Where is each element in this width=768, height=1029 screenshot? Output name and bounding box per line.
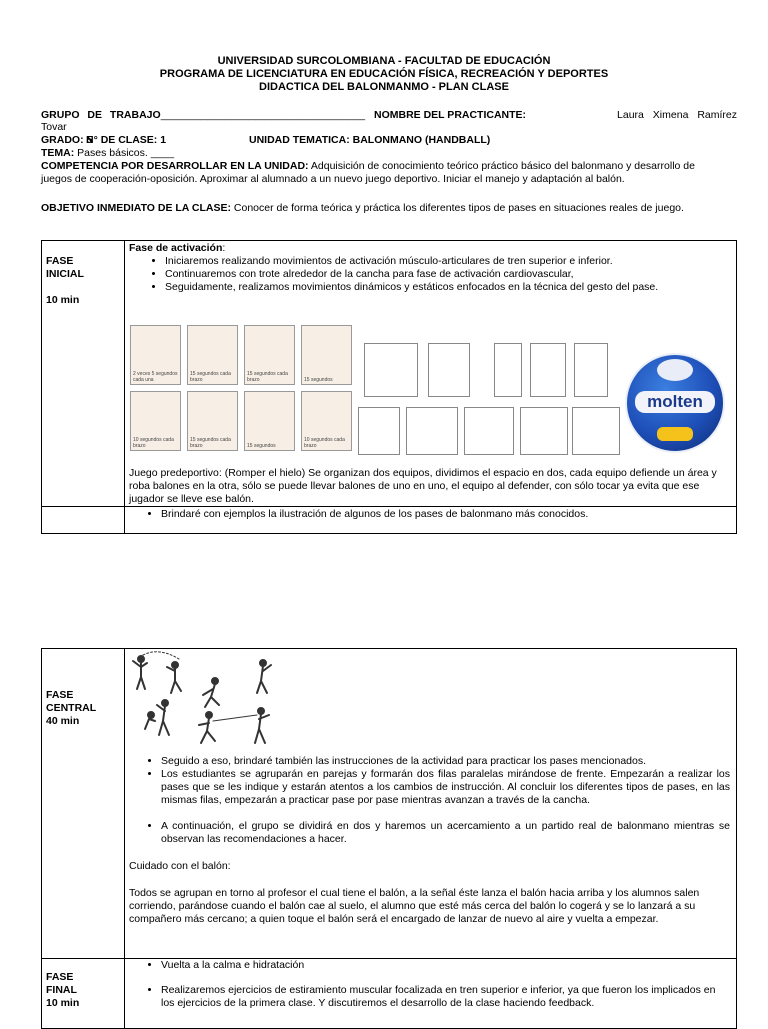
fase-final-label-cell bbox=[42, 959, 125, 1029]
list-item: • Los estudiantes se agruparán en parejas y formarán dos filas paralelas mirándose de frente. Empezarán a realizar los pases que se les indique y estarán atentos a los cambios de instrucción. Al concluir los diferentes tipos de pases, en las mismas filas, empezarán a practicar pase por pase mientras avanzan a través de la cancha. bbox=[161, 768, 730, 807]
stretch-image-2: 15 segundos cada brazo bbox=[187, 325, 238, 385]
fase-inicial-bullets-2 bbox=[125, 508, 736, 521]
stretch-diagram bbox=[358, 407, 400, 455]
fase-inicial-empty-cell bbox=[42, 507, 125, 534]
grado: GRADO: 5 bbox=[41, 134, 93, 146]
stretch-image-1: 2 veces 5 segundos cada una bbox=[130, 325, 181, 385]
practicante-name: Laura Ximena Ramírez bbox=[617, 109, 737, 121]
tema-row bbox=[41, 147, 727, 160]
stretch-image-6: 15 segundos cada brazo bbox=[187, 391, 238, 451]
fase-final-label-1: FASE bbox=[46, 971, 74, 983]
grupo-label: GRUPO DE TRABAJO bbox=[41, 109, 161, 121]
list-item: • Seguido a eso, brindaré también las instrucciones de la actividad para practicar los pases mencionados. bbox=[161, 755, 730, 768]
stretch-diagram bbox=[464, 407, 514, 455]
list-item: • Continuaremos con trote alrededor de la cancha para fase de activación cardiovascular, bbox=[165, 268, 732, 281]
fase-inicial-row2 bbox=[125, 507, 737, 534]
grado-row bbox=[41, 134, 727, 147]
competencia-text: Adquisición de conocimiento teórico práctico básico del balonmano y desarrollo de juegos de cooperación-oposición. Aproximar al alumnado a un nuevo juego deportivo. Iniciar el manejo y adaptación al balón. bbox=[41, 160, 695, 185]
tabla-fase-inicial bbox=[41, 240, 737, 534]
header-line-2: PROGRAMA DE LICENCIATURA EN EDUCACIÓN FÍSICA, RECREACIÓN Y DEPORTES bbox=[159, 68, 609, 80]
fase-activacion-title: Fase de activación bbox=[129, 242, 223, 254]
objetivo-label: OBJETIVO INMEDIATO DE LA CLASE: bbox=[41, 202, 231, 214]
fase-activacion-colon: : bbox=[222, 242, 226, 254]
fase-inicial-time: 10 min bbox=[46, 294, 80, 306]
stretch-diagram bbox=[494, 343, 522, 397]
fase-final-bullets bbox=[125, 959, 736, 1010]
practicante-label: NOMBRE DEL PRACTICANTE: bbox=[374, 109, 527, 121]
practicante-name-cont: Tovar bbox=[41, 121, 67, 133]
list-item: • Seguidamente, realizamos movimientos dinámicos y estáticos enfocados en la técnica del gesto del pase. bbox=[165, 281, 732, 294]
cuidado-text: Todos se agrupan en torno al profesor el cual tiene el balón, a la señal éste lanza el balón hacia arriba y los alumnos salen corriendo, parándose cuando el balón cae al suelo, el alumno que esté más cerca del balón lo cogerá y se lo lanzará a su compañero más cercano; a quien toque el balón será el encargado de lanzar de nuevo al aire y vuelta a empezar. bbox=[129, 887, 700, 925]
fase-inicial-bullets bbox=[129, 255, 732, 294]
list-item: • Realizaremos ejercicios de estiramiento muscular focalizada en tren superior e inferior, ya que fueron los implicados en los ejercicios de la primera clase. Y discutiremos el desarrollo de la clase haciendo feedback. bbox=[161, 984, 728, 1010]
header-line-1: UNIVERSIDAD SURCOLOMBIANA - FACULTAD DE EDUCACIÓN bbox=[217, 55, 551, 67]
stretch-image-3: 15 segundos cada brazo bbox=[244, 325, 295, 385]
fase-final-content bbox=[125, 959, 737, 1029]
passing-players-image bbox=[129, 651, 277, 751]
ball-brand: molten bbox=[647, 392, 703, 411]
passing-illustration bbox=[129, 651, 277, 751]
stretch-diagram bbox=[364, 343, 418, 397]
competencia-label: COMPETENCIA POR DESARROLLAR EN LA UNIDAD: bbox=[41, 160, 309, 172]
tabla-fase-central bbox=[41, 648, 737, 1029]
list-item: • Vuelta a la calma e hidratación bbox=[161, 959, 728, 972]
stretch-image-5: 10 segundos cada brazo bbox=[130, 391, 181, 451]
stretch-diagram bbox=[530, 343, 566, 397]
competencia bbox=[41, 160, 727, 186]
tema-blank: ____ bbox=[150, 147, 175, 159]
stretch-diagram bbox=[428, 343, 470, 397]
stretch-diagrams bbox=[364, 343, 618, 453]
stretching-images bbox=[130, 325, 358, 457]
objetivo-text: Conocer de forma teórica y práctica los diferentes tipos de pases en situaciones reales de juego. bbox=[233, 202, 684, 214]
fase-central-bullets bbox=[125, 755, 736, 846]
fase-inicial-label-2: INICIAL bbox=[46, 268, 84, 280]
objetivo bbox=[41, 202, 727, 215]
unidad-tematica: UNIDAD TEMATICA: BALONMANO (HANDBALL) bbox=[249, 134, 491, 146]
fase-final-time: 10 min bbox=[46, 997, 80, 1009]
tema-value: Pases básicos. bbox=[77, 147, 148, 159]
fase-central-content bbox=[125, 649, 737, 959]
fase-inicial-content bbox=[125, 241, 737, 507]
list-item: • A continuación, el grupo se dividirá en dos y haremos un acercamiento a un partido real de balonmano mientras se observan las recomendaciones a hacer. bbox=[161, 820, 730, 846]
stretch-diagram bbox=[574, 343, 608, 397]
stretch-image-7: 15 segundos bbox=[244, 391, 295, 451]
tema-label: TEMA: bbox=[41, 147, 75, 159]
grupo-blank: ___________________________________ bbox=[160, 109, 366, 121]
stretch-image-8: 10 segundos cada brazo bbox=[301, 391, 352, 451]
stretch-diagram bbox=[406, 407, 458, 455]
fase-central-label-1: FASE bbox=[46, 689, 74, 701]
juego-predeportivo: Juego predeportivo: (Romper el hielo) Se organizan dos equipos, dividimos el espacio en dos, cada equipo defiende un área y roba balones en la otra, sólo se puede llevar balones de uno en uno, el equipo al defender, con sólo tocar ya evita que ese jugador se lleve ese balón. bbox=[129, 467, 717, 505]
fase-central-label-cell bbox=[42, 649, 125, 959]
fase-inicial-label-1: FASE bbox=[46, 255, 74, 267]
list-item: • Iniciaremos realizando movimientos de activación músculo-articulares de tren superior e inferior. bbox=[165, 255, 732, 268]
header-line-3: DIDACTICA DEL BALONMANMO - PLAN CLASE bbox=[259, 81, 509, 93]
stretch-diagram bbox=[572, 407, 620, 455]
list-item: • Brindaré con ejemplos la ilustración de algunos de los pases de balonmano más conocidos. bbox=[161, 508, 736, 521]
fase-central-time: 40 min bbox=[46, 715, 80, 727]
fase-central-label-2: CENTRAL bbox=[46, 702, 97, 714]
handball-ball-image bbox=[625, 353, 725, 453]
fase-inicial-label-cell bbox=[42, 241, 125, 507]
stretch-image-4: 15 segundos bbox=[301, 325, 352, 385]
fase-final-label-2: FINAL bbox=[46, 984, 77, 996]
stretch-diagram bbox=[520, 407, 568, 455]
cuidado-title: Cuidado con el balón: bbox=[129, 860, 231, 872]
numero-clase: N° DE CLASE: 1 bbox=[86, 134, 167, 146]
